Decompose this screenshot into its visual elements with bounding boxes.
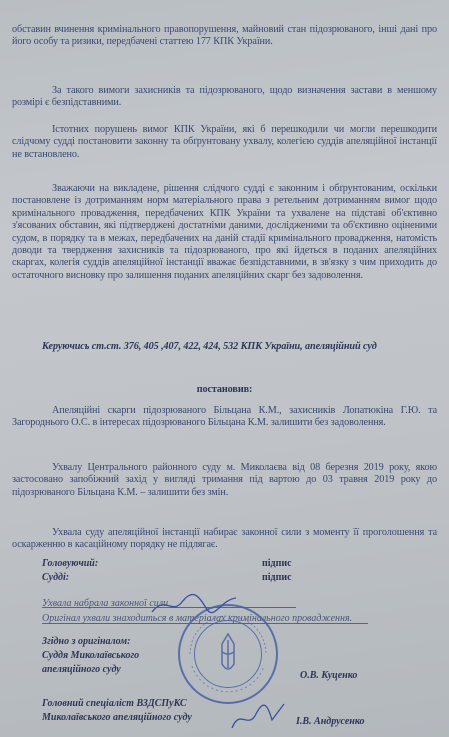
certifier-name: О.В. Куценко [300,670,358,681]
paragraph-final: Ухвала суду апеляційної інстанції набирає законної сили з моменту її проголошення та оскарженню в касаційному порядку не підлягає. [12,527,437,551]
certified-line-1: Згідно з оригіналом: [42,636,131,647]
paragraph-intro-cont: обставин вчинення кримінального правопорушення, майновий стан підозрюваного, інші дані про його особу та ризики, передбачені статтею 177 КПК України. [12,24,437,48]
specialist-line-1: Головний спеціаліст ВЗДСПуКС [42,698,187,709]
paragraph-bail: За такого вимоги захисників та підозрюваного, щодо визначення застави в меншому розмірі є безпідставними. [12,85,437,109]
signature-scribble-icon [150,590,240,618]
signature-scribble-icon [228,700,288,734]
presiding-label: Головуючий: [42,558,99,569]
specialist-line-2: Миколаївського апеляційного суду [42,712,192,723]
official-seal-icon [178,604,278,704]
guided-by-line: Керуючись ст.ст. 376, 405 ,407, 422, 424, 532 КПК України, апеляційний суд [42,341,377,352]
certified-line-2: Суддя Миколаївського [42,650,140,661]
specialist-name: І.В. Андрусенко [296,716,365,727]
paragraph-ruling-unchanged: Ухвалу Центрального районного суду м. Миколаєва від 08 березня 2019 року, якою застосовано запобіжний захід у вигляді тримання під вартою до 03 травня 2019 року до підозрюваного Більцана К.М. – залишити без змін. [12,462,437,498]
original-location-note: Оригінал ухвали знаходиться в матеріалах кримінального провадження. [42,613,353,624]
paragraph-violations: Істотних порушень вимог КПК України, які б перешкодили чи могли перешкодити слідчому судді постановити законну та обґрунтовану ухвалу, колегією суддів апеляційної інстанції не встановлено. [12,124,437,160]
entry-into-force-note: Ухвала набрала законної сили [42,598,169,609]
resolved-heading: постановив: [196,384,253,395]
judges-signature-note: підпис [262,572,292,583]
paragraph-conclusion: Зважаючи на викладене, рішення слідчого судді є законним і обґрунтованим, оскільки постановлене із дотриманням норм матеріального права з ретельним дотриманням вимог щодо кримінального провадження, передбачених КПК України та ухвалене на підставі об'єктивно з'ясованих обставин, які підтверджені достатніми даними, дослідженими та об'єктивно оціненими судом, в порядку та в межах, передбачених на даній стадії кримінального провадження, натомість доводи та твердження захисників та підозрюваного, про які йдеться в поданих апеляційних скаргах, колегія суддів апеляційної інстанції вважає безпідставними, в зв'язку з чим приходить до остаточного висновку про залишення поданих апеляційних скарг без задоволення. [12,183,437,281]
certified-line-3: апеляційного суду [42,664,121,675]
presiding-signature-note: підпис [262,558,292,569]
judges-label: Судді: [42,572,70,583]
paragraph-appeals-denied: Апеляційні скарги підозрюваного Більцана К.М., захисників Лопатюкіна Г.Ю. та Загороднього О.С. в інтересах підозрюваного Більцана К.М. залишити без задоволення. [12,405,437,429]
